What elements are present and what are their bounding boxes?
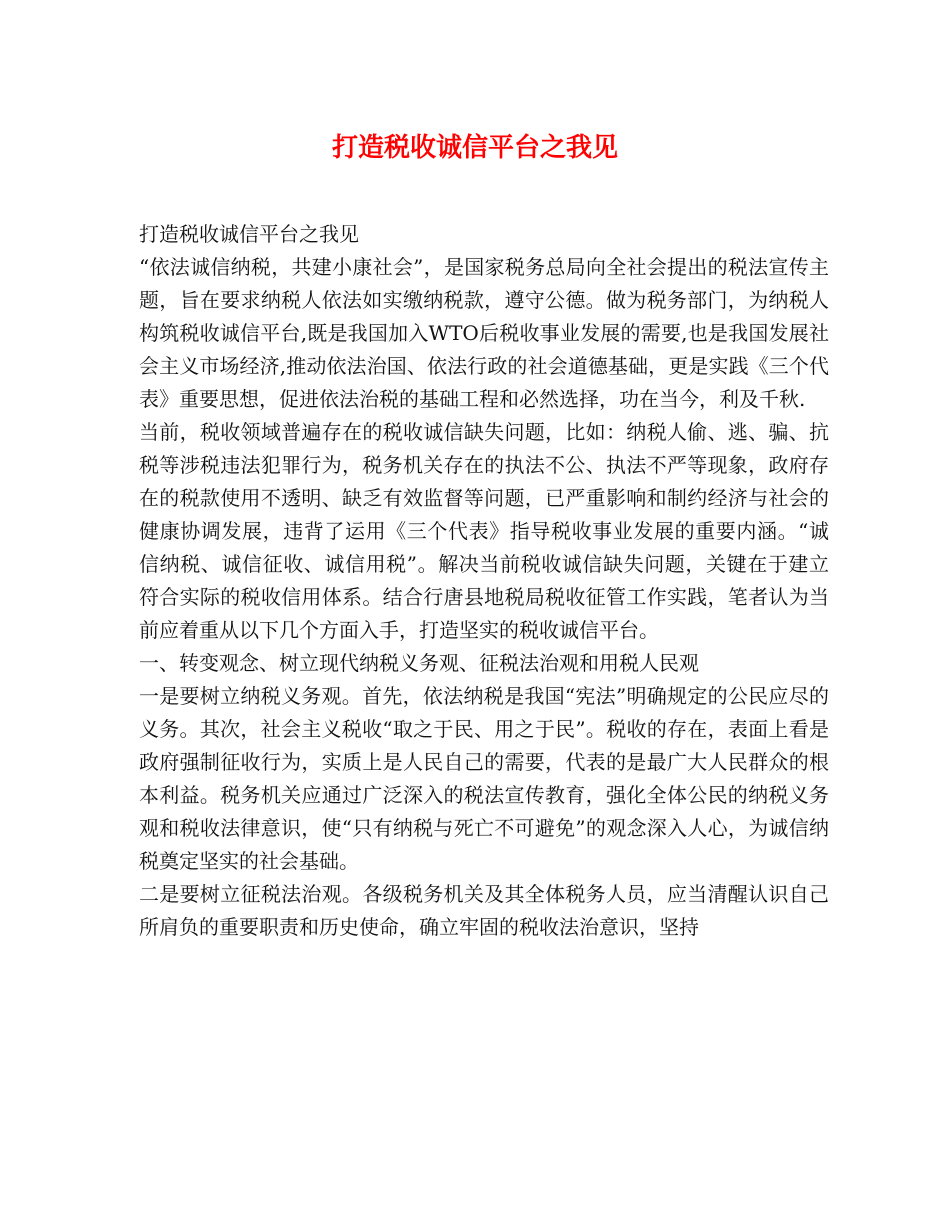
document-body — [139, 218, 829, 944]
paragraph-current-problems: 当前，税收领域普遍存在的税收诚信缺失问题，比如：纳税人偷、逃、骗、抗税等涉税违法犯罪行为，税务机关存在的执法不公、执法不严等现象，政府存在的税款使用不透明、缺乏有效监督等问题，已严重影响和制约经济与社会的健康协调发展，违背了运用《三个代表》指导税收事业发展的重要内涵。“诚信纳税、诚信征收、诚信用税”。解决当前税收诚信缺失问题，关键在于建立符合实际的税收信用体系。结合行唐县地税局税收征管工作实践，笔者认为当前应着重从以下几个方面入手，打造坚实的税收诚信平台。 — [139, 420, 829, 642]
document-title: 打造税收诚信平台之我见 — [331, 133, 618, 163]
paragraph-tax-obligation: 一是要树立纳税义务观。首先，依法纳税是我国“宪法”明确规定的公民应尽的义务。其次，社会主义税收“取之于民、用之于民”。税收的存在，表面上看是政府强制征收行为，实质上是人民自己的需要，代表的是最广大人民群众的根本利益。税务机关应通过广泛深入的税法宣传教育，强化全体公民的纳税义务观和税收法律意识，使“只有纳税与死亡不可避免”的观念深入人心，为诚信纳税奠定坚实的社会基础。 — [139, 684, 829, 873]
paragraph-intro: “依法诚信纳税，共建小康社会”，是国家税务总局向全社会提出的税法宣传主题，旨在要求纳税人依法如实缴纳税款，遵守公德。做为税务部门，为纳税人构筑税收诚信平台,既是我国加入WTO后税收事业发展的需要,也是我国发展社会主义市场经济,推动依法治国、依法行政的社会道德基础，更是实践《三个代表》重要思想，促进依法治税的基础工程和必然选择，功在当今，利及千秋. — [139, 255, 829, 411]
paragraph-rule-of-law: 二是要树立征税法治观。各级税务机关及其全体税务人员，应当清醒认识自己所肩负的重要职责和历史使命，确立牢固的税收法治意识，坚持 — [139, 882, 829, 939]
paragraph-subtitle: 打造税收诚信平台之我见 — [139, 222, 359, 246]
section-heading-1: 一、转变观念、树立现代纳税义务观、征税法治观和用税人民观 — [139, 651, 699, 675]
